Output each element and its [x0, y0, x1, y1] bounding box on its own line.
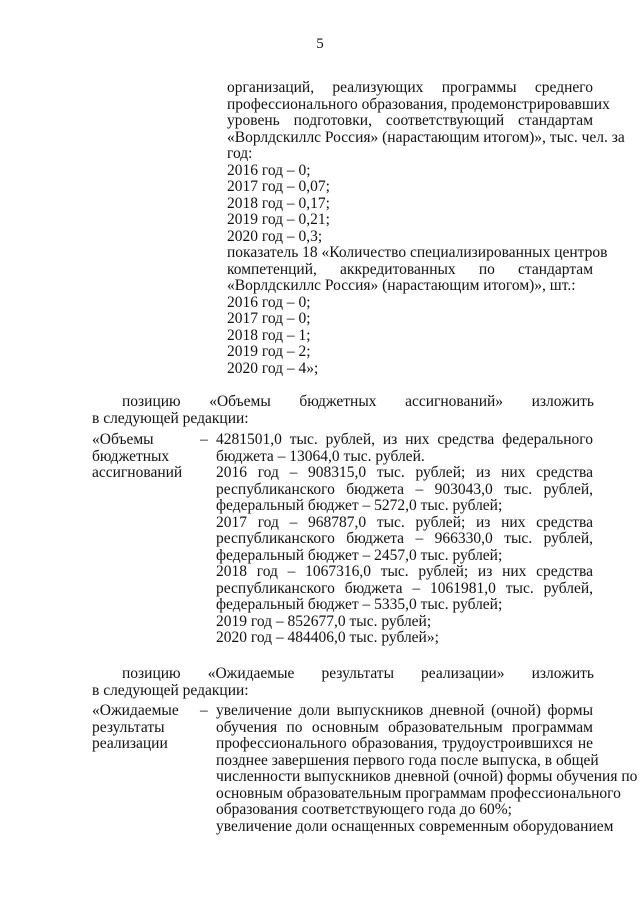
text-line: республиканского бюджета – 966330,0 тыс. рублей, [216, 530, 593, 547]
text-line: увеличение доли выпускников дневной (очной) формы [216, 702, 593, 719]
section2-intro [92, 666, 594, 699]
text-line: уровень подготовки, соответствующий стандартам [227, 112, 593, 129]
text-line: 2016 год – 0; [227, 161, 311, 179]
label-line: ассигнований [92, 464, 183, 481]
text-line: 2018 год – 1067316,0 тыс. рублей; из них средства [216, 563, 593, 580]
text-line: 2018 год – 0,17; [227, 194, 330, 212]
section1-dash: – [200, 431, 208, 448]
text-line: профессионального образования, продемонстрировавших [227, 95, 610, 113]
text-line: 2016 год – 0; [227, 293, 311, 311]
label-line: бюджетных [92, 447, 170, 465]
label-line: результаты [92, 718, 165, 736]
text-line: 4281501,0 тыс. рублей, из них средства федерального [216, 431, 593, 448]
text-line: организаций, реализующих программы среднего [227, 79, 593, 96]
text-line: 2020 год – 484406,0 тыс. рублей»; [216, 629, 439, 646]
text-line: 2019 год – 852677,0 тыс. рублей; [216, 612, 432, 630]
text-line: показатель 18 «Количество специализированных центров [227, 244, 608, 261]
text-line: образования соответствующего года до 60%; [216, 801, 512, 818]
text-line: позднее завершения первого года после выпуска, в общей [216, 751, 599, 769]
section2-intro-line2: в следующей редакции: [92, 681, 249, 699]
text-line: численности выпускников дневной (очной) формы обучения по [216, 768, 638, 785]
text-line: 2016 год – 908315,0 тыс. рублей; из них средства [216, 464, 593, 481]
text-line: обучения по основным образовательным программам [216, 718, 593, 736]
text-line: 2017 год – 0,07; [227, 178, 330, 195]
text-line: 2019 год – 2; [227, 343, 311, 360]
section2-label [92, 703, 202, 753]
text-line: 2018 год – 1; [227, 326, 311, 344]
text-line: республиканского бюджета – 903043,0 тыс. рублей, [216, 480, 593, 498]
text-line: 2020 год – 0,3; [227, 227, 323, 245]
section2-dash: – [200, 702, 208, 719]
section1-intro-line2: в следующей редакции: [92, 409, 249, 427]
text-line: основным образовательным программам профессионального [216, 784, 621, 802]
text-line: 2020 год – 4»; [227, 359, 319, 377]
text-line: «Ворлдскиллс Россия» (нарастающим итогом)», шт.: [227, 277, 576, 294]
text-line: бюджета – 13064,0 тыс. рублей. [216, 447, 425, 465]
section1-label [92, 432, 202, 482]
section2-intro-line1: позицию «Ожидаемые результаты реализации» изложить [122, 665, 594, 682]
intro-indicator-block [227, 79, 625, 377]
text-line: год: [227, 145, 253, 162]
text-line: «Ворлдскиллс Россия» (нарастающим итогом)», тыс. чел. за [227, 128, 625, 146]
label-line: «Ожидаемые [92, 702, 179, 719]
section1-intro [92, 394, 594, 427]
page-number: 5 [316, 36, 324, 52]
text-line: 2017 год – 0; [227, 310, 311, 327]
label-line: «Объемы [92, 431, 154, 448]
text-line: увеличение доли оснащенных современным оборудованием [216, 817, 614, 835]
text-line: профессионального образования, трудоустроившихся не [216, 735, 593, 752]
text-line: федеральный бюджет – 5272,0 тыс. рублей; [216, 497, 503, 514]
text-line: республиканского бюджета – 1061981,0 тыс. рублей, [216, 579, 593, 597]
label-line: реализации [92, 735, 168, 752]
section1-intro-line1: позицию «Объемы бюджетных ассигнований» изложить [122, 393, 594, 410]
section2-body [216, 702, 638, 835]
text-line: федеральный бюджет – 2457,0 тыс. рублей; [216, 546, 503, 564]
text-line: федеральный бюджет – 5335,0 тыс. рублей; [216, 596, 503, 613]
text-line: 2017 год – 968787,0 тыс. рублей; из них средства [216, 513, 593, 531]
text-line: 2019 год – 0,21; [227, 211, 330, 228]
text-line: компетенций, аккредитованных по стандартам [227, 260, 593, 278]
section1-body [216, 432, 593, 647]
